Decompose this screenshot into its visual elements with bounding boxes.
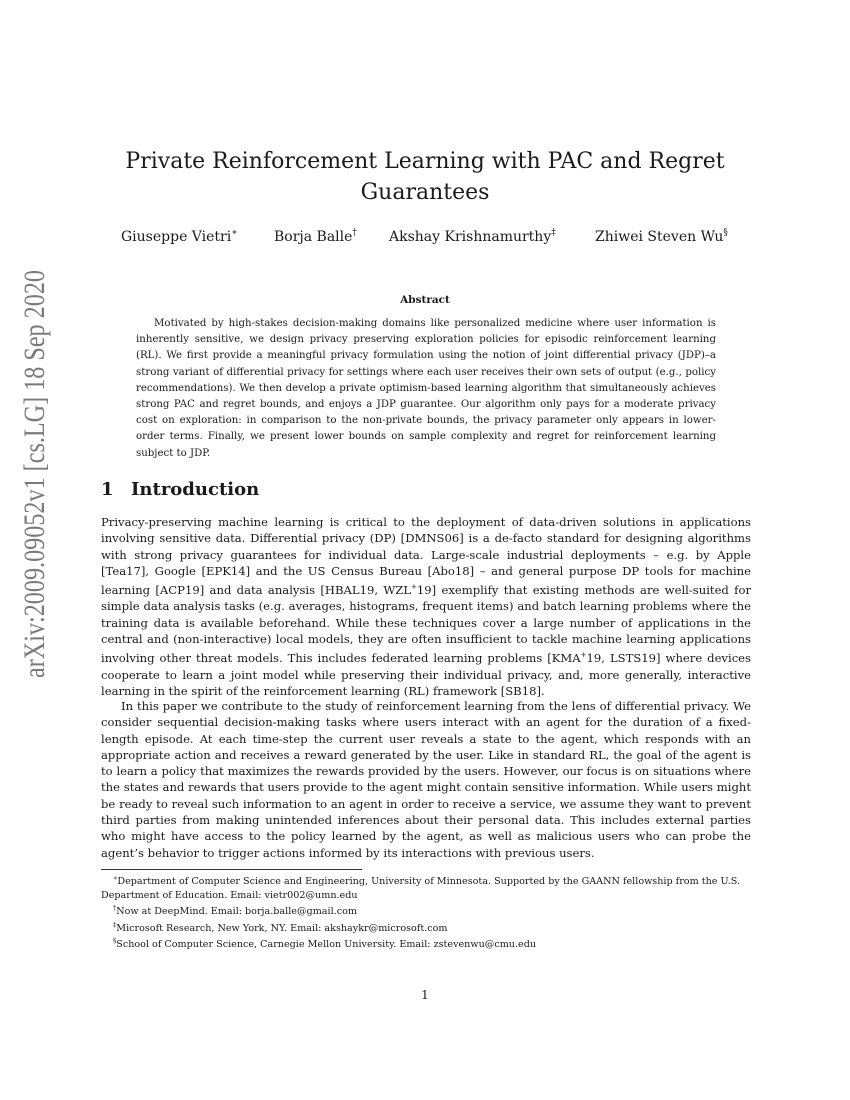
section-number: 1 — [101, 479, 114, 500]
intro-paragraph-1 — [101, 514, 751, 699]
arxiv-identifier-stamp — [4, 268, 56, 680]
author-2 — [274, 228, 357, 245]
author-mark: § — [723, 228, 728, 238]
abstract-text: Motivated by high-stakes decision-making domains like personalized medicine where user information is inherently sensitive, we design privacy preserving exploration policies for episodic reinforcement learning (RL). We first provide a meaningful privacy formulation using the notion of joint differential privacy (JDP)–a strong variant of differential privacy for settings where each user receives their own sets of output (e.g., policy recommendations). We then develop a private optimism-based learning algorithm that simultaneously achieves strong PAC and regret bounds, and enjoys a JDP guarantee. Our algorithm only pays for a moderate privacy cost on exploration: in comparison to the non-private bounds, the privacy parameter only appears in lower-order terms. Finally, we present lower bounds on sample complexity and regret for reinforcement learning subject to JDP. — [136, 318, 716, 459]
footnotes — [101, 872, 757, 952]
page-number: 1 — [421, 988, 429, 1002]
arxiv-stamp-text: arXiv:2009.09052v1 [cs.LG] 18 Sep 2020 — [18, 268, 51, 678]
author-1 — [121, 228, 237, 245]
author-mark: ∗ — [231, 228, 238, 238]
author-list — [0, 228, 850, 252]
footnote-4 — [101, 935, 757, 952]
author-name: Giuseppe Vietri — [121, 229, 232, 245]
paragraph-text: Privacy-preserving machine learning is critical to the deployment of data-driven solutions in applications involving sensitive data. Differential privacy (DP) [DMNS06] is a de-facto standard for designing algorithms with strong privacy guarantees for individual data. Large-scale industrial deployments – e.g. by Apple [Tea17], Google [EPK14] and the US Census Bureau [Abo18] – and general purpose DP tools for machine learning [ACP19] and data analysis [HBAL19, WZL — [101, 515, 751, 598]
author-4 — [595, 228, 728, 245]
arxiv-stamp-svg — [4, 268, 56, 680]
author-name: Zhiwei Steven Wu — [595, 229, 724, 245]
author-3 — [389, 228, 556, 245]
author-mark: ‡ — [551, 228, 556, 238]
footnote-mark: ∗ — [113, 874, 118, 882]
footnote-divider — [101, 869, 362, 870]
section-heading — [101, 479, 259, 500]
author-name: Borja Balle — [274, 229, 353, 245]
footnote-mark: ‡ — [113, 920, 117, 929]
footnote-text: Microsoft Research, New York, NY. Email: akshaykr@microsoft.com — [116, 922, 448, 934]
abstract-heading: Abstract — [400, 294, 450, 306]
footnote-text: Now at DeepMind. Email: borja.balle@gmail.com — [116, 906, 357, 918]
author-name: Akshay Krishnamurthy — [389, 229, 552, 245]
author-mark: † — [352, 228, 357, 238]
paragraph-text: 19] exemplify that existing methods are well-suited for simple data analysis tasks (e.g. averages, histograms, frequent items) and batch learning problems where the training data is available beforehand. While these techniques cover a large number of applications in the central and (non-interactive) local models, they are often insufficient to tackle machine learning applications involving other threat models. This includes federated learning problems [KMA — [101, 583, 751, 666]
citation-superscript: + — [411, 583, 417, 592]
citation-superscript: + — [580, 651, 587, 660]
intro-paragraph-2: In this paper we contribute to the study of reinforcement learning from the lens of differential privacy. We consider sequential decision-making tasks where users interact with an agent for the duration of a fixed-length episode. At each time-step the current user reveals a state to the agent, which responds with an appropriate action and receives a reward generated by the user. Like in standard RL, the goal of the agent is to learn a policy that maximizes the rewards provided by the users. However, our focus is on situations where the states and rewards that users provide to the agent might contain sensitive information. While users might be ready to reveal such information to an agent in order to receive a service, we assume they want to prevent third parties from making unintended inferences about their personal data. This includes external parties who might have access to the policy learned by the agent, as well as malicious users who can probe the agent’s behavior to trigger actions informed by its interactions with previous users. — [101, 699, 751, 860]
footnote-3 — [101, 919, 757, 936]
paper-title: Private Reinforcement Learning with PAC and Regret Guarantees — [125, 149, 725, 205]
footnote-1 — [101, 872, 757, 902]
footnote-mark: † — [113, 904, 117, 913]
footnote-text: School of Computer Science, Carnegie Mellon University. Email: zstevenwu@cmu.edu — [116, 939, 537, 951]
section-title: Introduction — [131, 479, 260, 500]
footnote-mark: § — [113, 937, 117, 946]
footnote-2 — [101, 902, 757, 919]
footnote-text: Department of Computer Science and Engineering, University of Minnesota. Supported by the GAANN fellowship from the U.S. Department of Education. Email: vietr002@umn.edu — [101, 876, 741, 901]
paragraph-text: 19, LSTS19] where devices cooperate to learn a joint model while preserving their individual privacy, and, more generally, interactive learning in the spirit of the reinforcement learning (RL) framework [SB18]. — [101, 651, 751, 698]
